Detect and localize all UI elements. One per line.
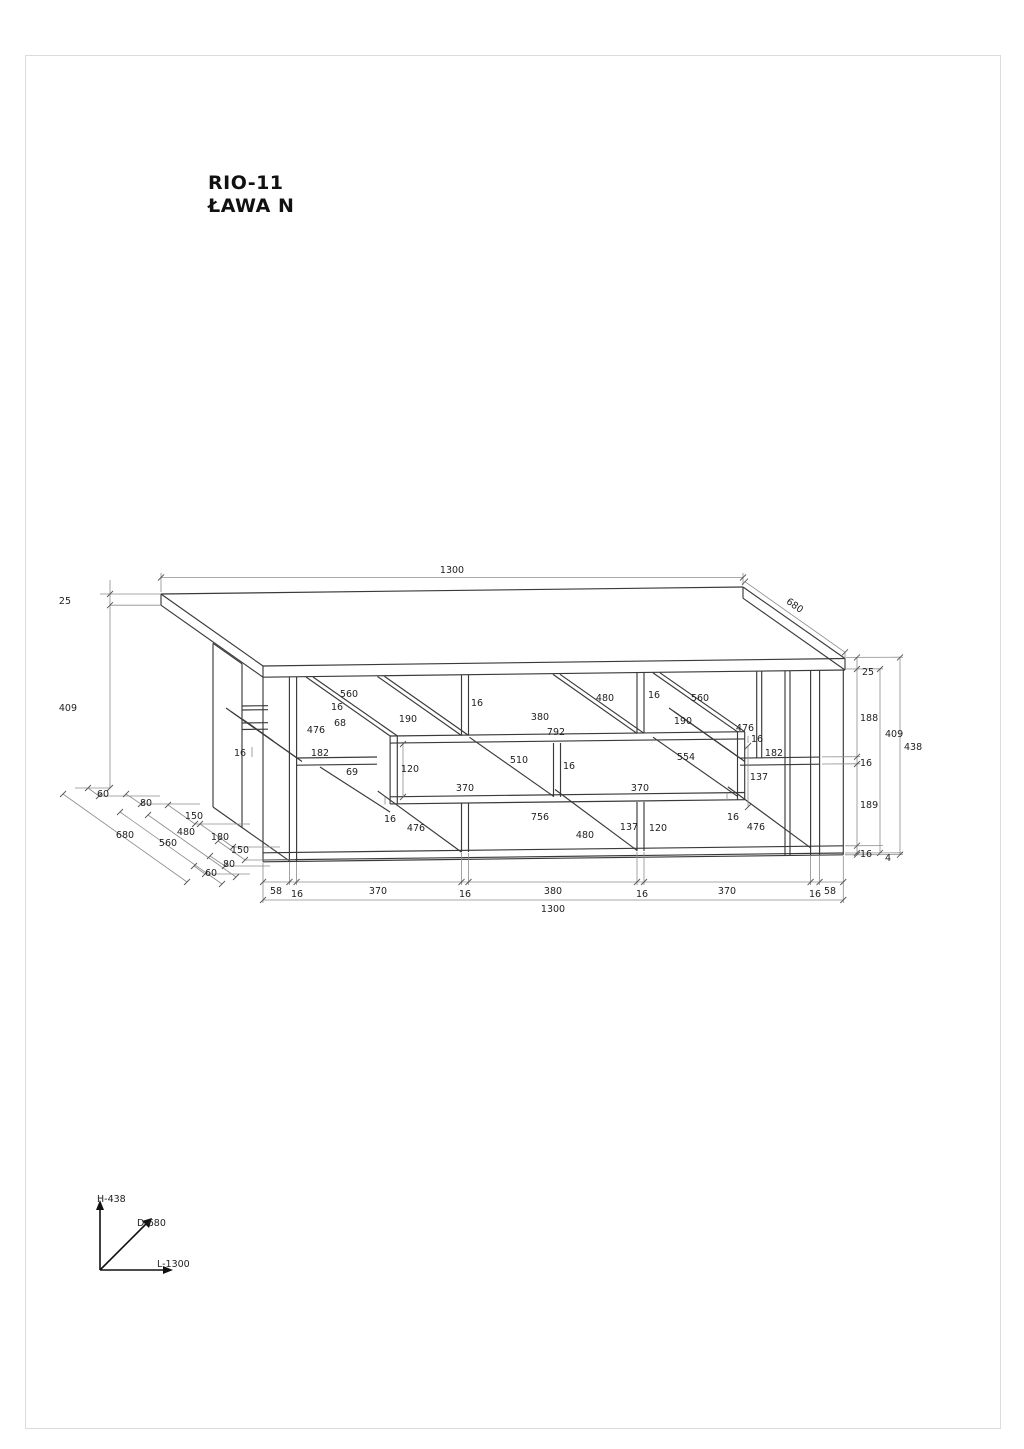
dim-label-i-756: 756 (530, 812, 550, 823)
dim-label-i-16sp: 16 (233, 748, 247, 759)
dim-label-d-680: 680 (115, 830, 135, 841)
dim-label-d-150a: 150 (184, 811, 204, 822)
dim-label-r-188: 188 (860, 713, 879, 724)
dim-label-top-680: 680 (783, 596, 806, 616)
dim-label-i-68: 68 (333, 718, 347, 729)
dim-label-d-180: 180 (210, 832, 230, 843)
dim-label-i-554: 554 (676, 752, 696, 763)
dim-label-i-380: 380 (530, 712, 550, 723)
dim-label-left-409: 409 (58, 703, 77, 714)
dim-label-r-25: 25 (862, 667, 875, 678)
dim-label-i-476l: 476 (306, 725, 326, 736)
axis-label-height: H-438 (97, 1194, 126, 1205)
dim-label-d-80b: 80 (222, 859, 236, 870)
dim-label-i-476br: 476 (746, 822, 766, 833)
axis-label-length: L-1300 (157, 1259, 190, 1270)
dim-label-b-16d: 16 (808, 889, 822, 900)
dim-label-d-480: 480 (176, 827, 196, 838)
dim-label-i-120l: 120 (400, 764, 420, 775)
dim-label-i-16a: 16 (471, 698, 484, 709)
dim-label-i-16b: 16 (648, 690, 661, 701)
dim-label-d-560: 560 (158, 838, 178, 849)
dim-label-i-560r: 560 (690, 693, 710, 704)
dim-label-d-60b: 60 (204, 868, 218, 879)
dim-label-i-370b: 370 (630, 783, 650, 794)
model-number: RIO-11 (208, 172, 284, 194)
dim-label-d-150b: 150 (230, 845, 250, 856)
dim-label-i-560l: 560 (339, 689, 359, 700)
model-name: ŁAWA N (208, 195, 295, 217)
dim-label-top-1300: 1300 (439, 565, 465, 576)
dim-label-b-370a: 370 (368, 886, 388, 897)
dim-label-b-380: 380 (543, 886, 563, 897)
dim-label-i-480b: 480 (575, 830, 595, 841)
dim-label-i-792: 792 (546, 727, 566, 738)
dim-label-d-60a: 60 (96, 789, 110, 800)
dim-label-b-58r: 58 (823, 886, 837, 897)
dim-label-i-190r: 190 (673, 716, 693, 727)
dim-label-r-438: 438 (904, 742, 923, 753)
dim-label-b-370b: 370 (717, 886, 737, 897)
dim-label-b-16a: 16 (290, 889, 304, 900)
dim-label-left-25: 25 (58, 596, 71, 607)
dim-label-i-120r: 120 (648, 823, 668, 834)
dim-label-b-16c: 16 (635, 889, 649, 900)
dim-label-i-510: 510 (509, 755, 529, 766)
dim-label-i-476bl: 476 (406, 823, 426, 834)
dim-label-i-480u: 480 (595, 693, 615, 704)
dimension-labels (59, 565, 922, 915)
dim-label-i-137b: 137 (619, 822, 639, 833)
dim-label-r-4: 4 (885, 853, 892, 864)
axis-legend (96, 1194, 190, 1274)
dim-label-r-16b: 16 (860, 849, 873, 860)
dim-label-i-182r: 182 (764, 748, 784, 759)
dim-label-r-189: 189 (860, 800, 879, 811)
axis-label-depth: D-680 (137, 1218, 166, 1229)
dim-label-d-80a: 80 (139, 798, 153, 809)
dim-label-b-1300: 1300 (540, 904, 566, 915)
dim-label-i-69: 69 (345, 767, 359, 778)
dim-label-i-16br: 16 (726, 812, 740, 823)
dim-label-i-370a: 370 (455, 783, 475, 794)
dim-label-i-137r: 137 (749, 772, 769, 783)
dim-label-b-58l: 58 (269, 886, 283, 897)
dim-label-i-16l: 16 (330, 702, 344, 713)
dim-label-i-16r: 16 (750, 734, 764, 745)
dim-label-i-182l: 182 (310, 748, 330, 759)
dim-label-i-190l: 190 (398, 714, 418, 725)
dim-label-i-476ru: 476 (735, 723, 755, 734)
dim-label-r-16a: 16 (860, 758, 873, 769)
dim-label-r-409: 409 (885, 729, 904, 740)
dim-label-i-16bl: 16 (383, 814, 397, 825)
dim-label-b-16b: 16 (458, 889, 472, 900)
dim-label-i-16m: 16 (563, 761, 576, 772)
